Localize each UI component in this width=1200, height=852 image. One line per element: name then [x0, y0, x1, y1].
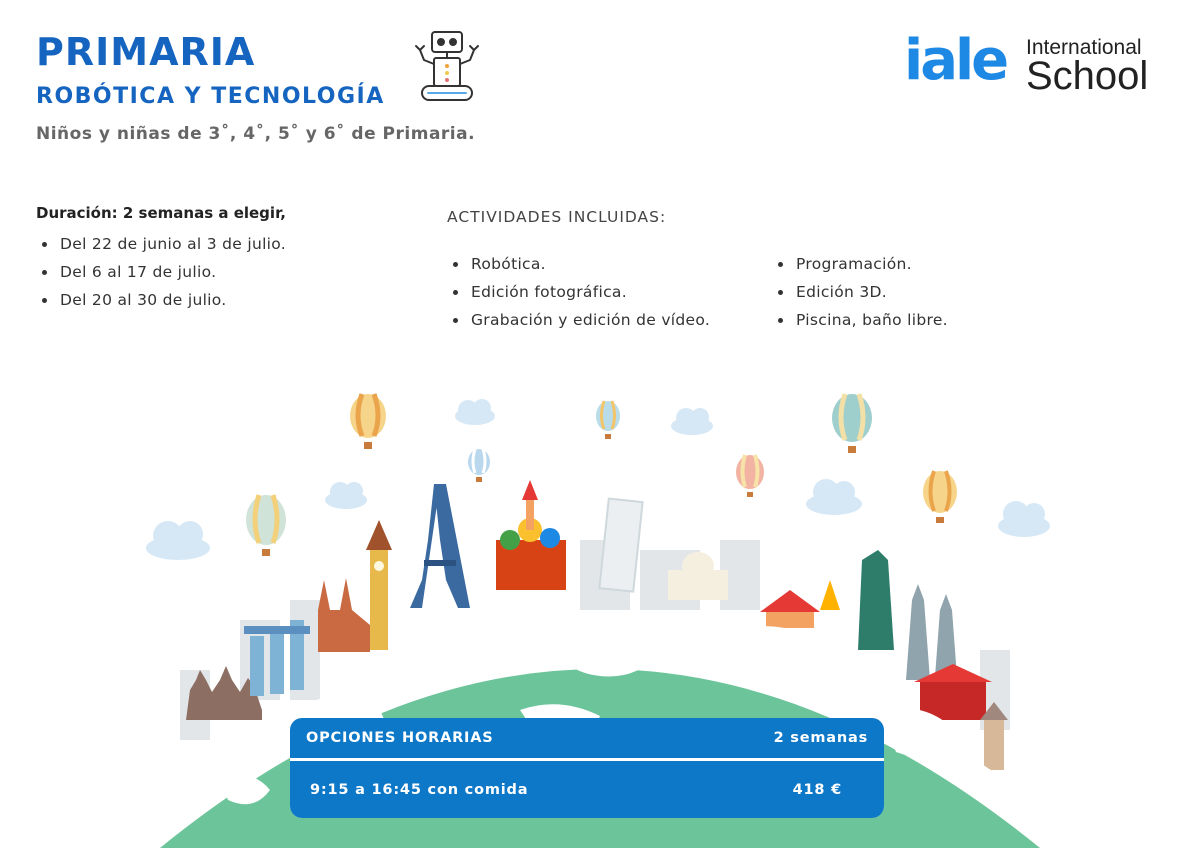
page-subtitle: ROBÓTICA Y TECNOLOGÍA — [36, 84, 385, 109]
duration-item: Del 6 al 17 de julio. — [36, 258, 286, 286]
activity-item: Piscina, baño libre. — [772, 306, 948, 334]
logo-brand: iale — [904, 28, 1007, 93]
activity-item: Edición 3D. — [772, 278, 948, 306]
activities-title: ACTIVIDADES INCLUIDAS: — [447, 208, 667, 226]
schedule-price: 418 € — [792, 782, 842, 798]
page-title: PRIMARIA — [36, 30, 256, 74]
activity-item: Edición fotográfica. — [447, 278, 710, 306]
logo-line1: International — [1026, 36, 1142, 59]
duration-list — [36, 230, 286, 314]
school-logo — [904, 30, 1164, 100]
logo-line2: School — [1026, 54, 1149, 98]
activities-list-col2 — [772, 250, 948, 334]
audience-text: Niños y niñas de 3˚, 4˚, 5˚ y 6˚ de Primaria. — [36, 124, 476, 144]
activity-item: Programación. — [772, 250, 948, 278]
schedule-header-row — [290, 718, 884, 758]
duration-title: Duración: 2 semanas a elegir, — [36, 204, 286, 222]
activity-item: Grabación y edición de vídeo. — [447, 306, 710, 334]
hot-air-balloons — [246, 394, 957, 556]
activity-item: Robótica. — [447, 250, 710, 278]
schedule-header-value: 2 semanas — [773, 730, 868, 746]
schedule-table — [290, 718, 884, 818]
duration-item: Del 22 de junio al 3 de julio. — [36, 230, 286, 258]
duration-item: Del 20 al 30 de julio. — [36, 286, 286, 314]
schedule-time: 9:15 a 16:45 con comida — [310, 782, 529, 798]
schedule-header-label: OPCIONES HORARIAS — [306, 730, 494, 746]
schedule-row — [290, 761, 884, 818]
activities-list-col1 — [447, 250, 710, 334]
robot-icon — [412, 28, 482, 112]
